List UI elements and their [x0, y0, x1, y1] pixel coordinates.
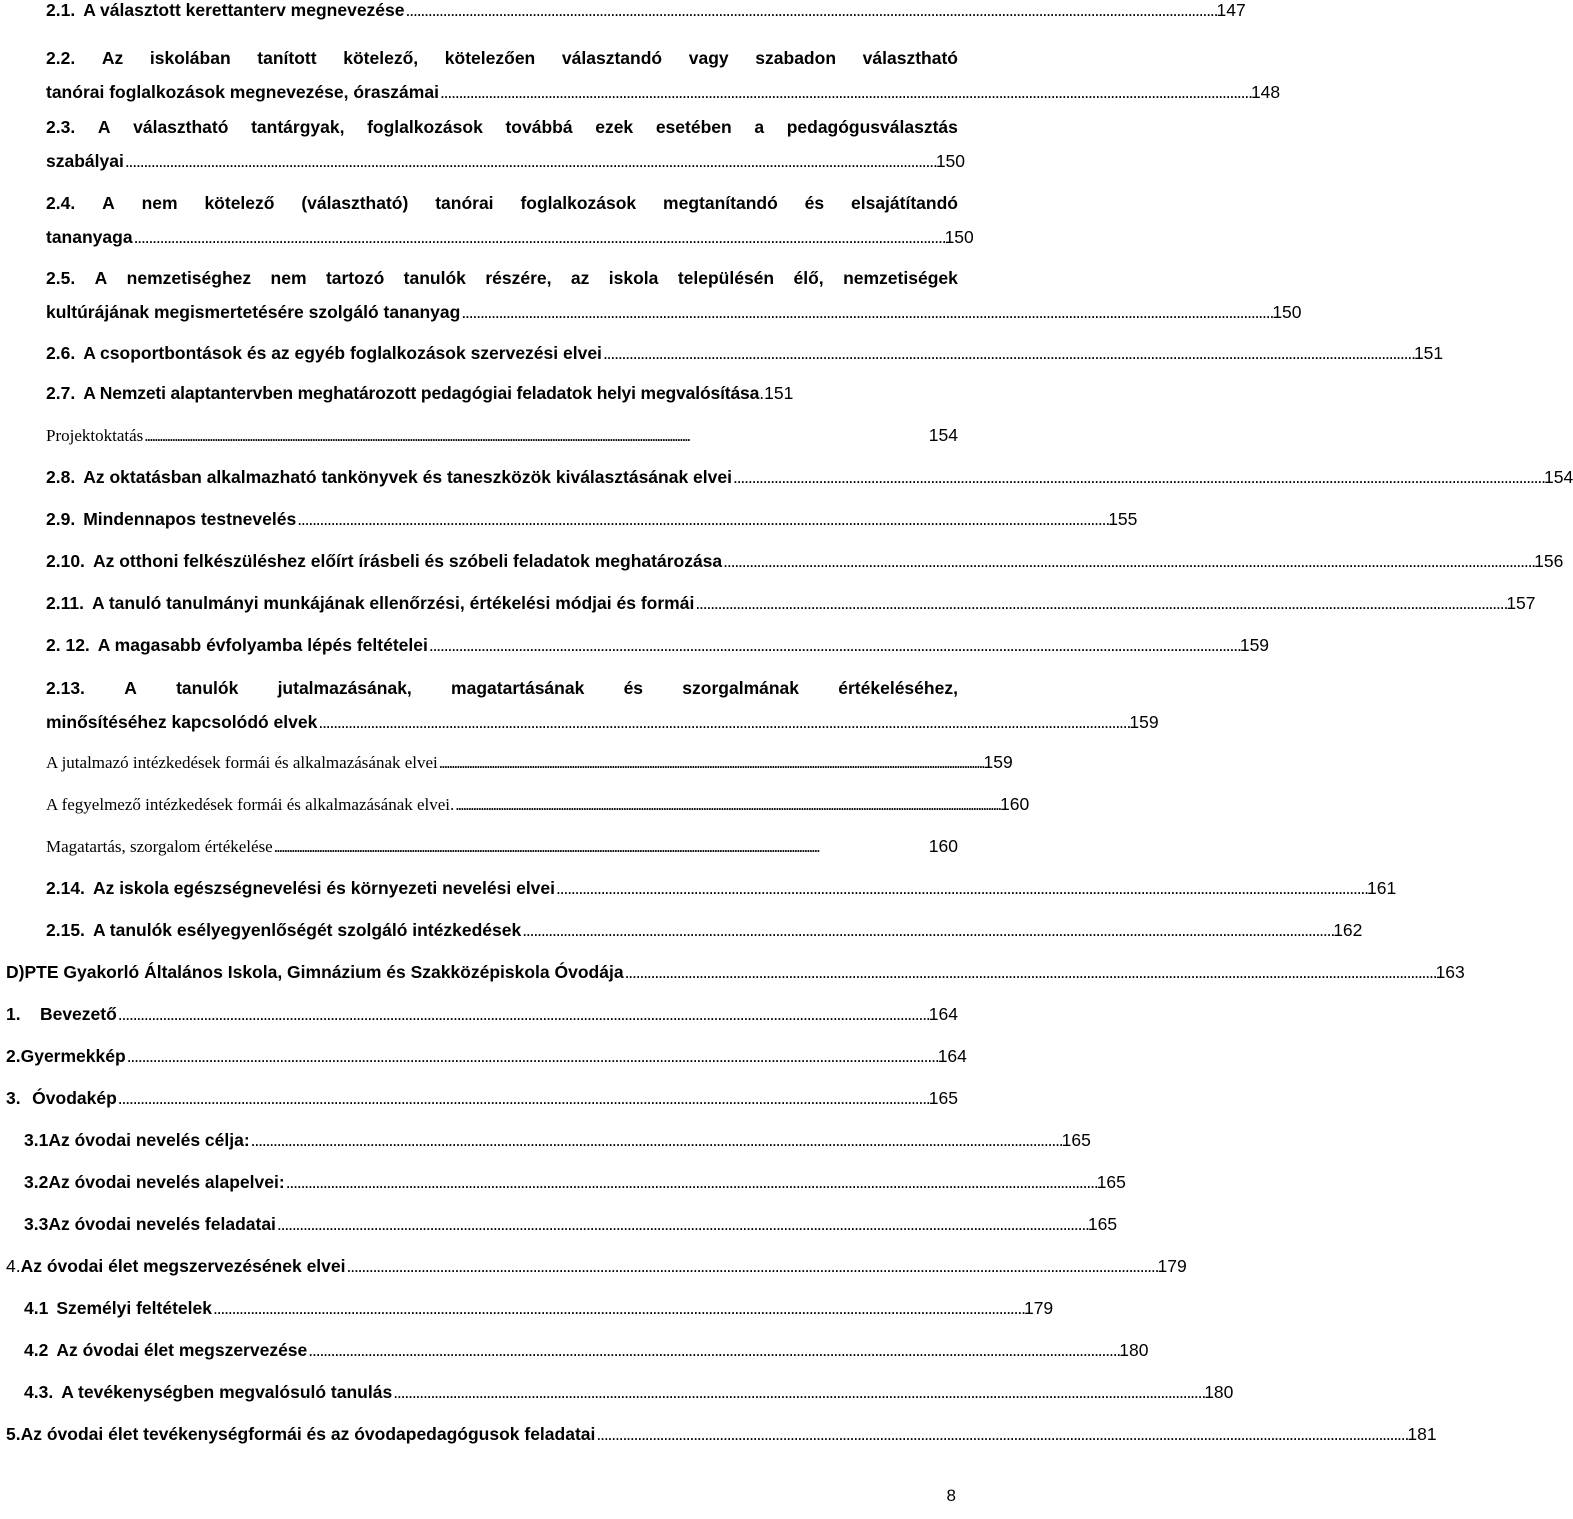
toc-entry-title: Óvodakép: [32, 1088, 117, 1108]
toc-entry[interactable]: [24, 1130, 1091, 1150]
toc-entry-page: 165: [928, 1088, 958, 1108]
toc-dot-leader: .: [759, 383, 765, 403]
toc-entry-word: nemzetiségek: [843, 268, 958, 288]
toc-entry[interactable]: [24, 1172, 1126, 1192]
toc-entry-title: Az óvodai élet megszervezésének elvei: [20, 1256, 346, 1276]
toc-dot-leader: [393, 1382, 1203, 1402]
toc-entry-title: A tanulók esélyegyenlőségét szolgáló intézkedések: [92, 920, 522, 940]
toc-dot-leader: [440, 82, 1250, 102]
toc-entry-page: 148: [1250, 82, 1281, 102]
toc-entry-word: A: [102, 193, 115, 213]
toc-entry-number: 3.3: [24, 1214, 49, 1234]
toc-dot-leader: [625, 962, 1435, 982]
toc-entry-word: és: [623, 678, 644, 698]
toc-entry[interactable]: [46, 878, 1397, 898]
toc-dot-leader: [429, 635, 1239, 655]
toc-entry[interactable]: [46, 593, 1536, 613]
toc-entry-line: [46, 343, 1444, 363]
toc-entry[interactable]: [46, 117, 966, 171]
toc-entry-number: 4.3.: [24, 1382, 54, 1402]
toc-entry[interactable]: [24, 1382, 1234, 1402]
toc-entry-word: tanórai: [435, 193, 494, 213]
toc-entry[interactable]: [46, 635, 1270, 655]
toc-dot-leader: [461, 302, 1271, 322]
toc-entry-title: szabályai: [46, 151, 124, 171]
toc-entry-word: értékeléséhez,: [838, 678, 958, 698]
toc-entry-line: [46, 878, 1397, 898]
toc-dot-leader: [118, 1088, 928, 1108]
toc-entry-number: 5.: [6, 1424, 21, 1444]
toc-entry[interactable]: [6, 1004, 958, 1024]
toc-entry-line: [46, 425, 958, 446]
toc-entry-line: [24, 1214, 1118, 1234]
toc-entry-page: 179: [1157, 1256, 1187, 1276]
toc-entry-word: Az: [101, 48, 124, 68]
toc-entry-word: az: [570, 268, 590, 288]
toc-entry-line: [46, 117, 958, 137]
toc-dot-leader: [406, 0, 1216, 20]
toc-entry-title: Az oktatásban alkalmazható tankönyvek és taneszközök kiválasztásának elvei: [83, 467, 732, 487]
toc-entry-line: [6, 1046, 967, 1066]
toc-entry-page: 154: [1543, 467, 1573, 487]
toc-entry-number: 2.: [6, 1046, 21, 1066]
toc-entry-title: A tevékenységben megvalósuló tanulás: [61, 1382, 393, 1402]
toc-entry[interactable]: [46, 425, 958, 446]
toc-entry-word: szabadon: [755, 48, 837, 68]
toc-entry-title: A Nemzeti alaptantervben meghatározott pedagógiai feladatok helyi megvalósítása: [83, 383, 760, 403]
toc-entry-line: [46, 193, 958, 213]
toc-dot-leader: [144, 426, 928, 446]
toc-entry-word: elsajátítandó: [851, 193, 958, 213]
toc-entry-number: 2.1.: [46, 0, 76, 20]
toc-dot-leader: [308, 1340, 1118, 1360]
toc-entry-word: A: [94, 268, 108, 288]
toc-entry-page: 150: [935, 151, 966, 171]
toc-entry-word: jutalmazásának,: [277, 678, 412, 698]
toc-entry-title: Az iskola egészségnevelési és környezeti nevelési elvei: [92, 878, 556, 898]
toc-entry-word: választandó: [561, 48, 663, 68]
toc-dot-leader: [274, 837, 928, 857]
toc-dot-leader: [125, 151, 935, 171]
toc-entry-line: [6, 962, 1465, 982]
toc-entry-title: A fegyelmező intézkedések formái és alkalmazásának elvei.: [46, 795, 455, 814]
toc-entry-word: (választható): [301, 193, 409, 213]
toc-entry[interactable]: [46, 920, 1363, 940]
toc-entry-number: 4.2: [24, 1340, 49, 1360]
toc-dot-leader: [127, 1046, 937, 1066]
toc-dot-leader: [556, 878, 1366, 898]
toc-dot-leader: [134, 227, 944, 247]
toc-entry-title: Gyermekkép: [20, 1046, 126, 1066]
toc-entry-page: 180: [1119, 1340, 1149, 1360]
toc-entry-line: [46, 593, 1536, 613]
toc-entry-line: [24, 1172, 1126, 1192]
toc-entry-line: [24, 1382, 1234, 1402]
toc-entry[interactable]: [6, 1424, 1437, 1444]
toc-entry-title: Magatartás, szorgalom értékelése: [46, 837, 273, 856]
toc-entry-title: Mindennapos testnevelés: [83, 509, 297, 529]
toc-entry-word: tanulók: [403, 268, 466, 288]
toc-entry-number: 2.5.: [46, 268, 76, 288]
toc-entry-page: 164: [928, 1004, 958, 1024]
toc-entry-number: 2.13.: [46, 678, 85, 698]
toc-entry-number: 2.4.: [46, 193, 76, 213]
toc-entry-word: nem: [141, 193, 178, 213]
toc-dot-leader: [522, 920, 1332, 940]
toc-entry-word: esetében: [655, 117, 732, 137]
toc-entry[interactable]: [46, 383, 958, 403]
toc-entry[interactable]: [46, 794, 1030, 815]
toc-entry-line: [24, 1298, 1054, 1318]
toc-entry-word: továbbá: [505, 117, 573, 137]
toc-entry-page: 157: [1506, 593, 1536, 613]
toc-entry-page: 156: [1534, 551, 1564, 571]
toc-entry-page: 151: [764, 383, 794, 403]
toc-entry-page: 160: [1000, 794, 1030, 814]
toc-entry-word: vagy: [688, 48, 729, 68]
toc-entry-number: 2.14.: [46, 878, 85, 898]
toc-entry[interactable]: [46, 193, 974, 247]
toc-dot-leader: [286, 1172, 1096, 1192]
toc-entry-number: 3.: [6, 1088, 21, 1108]
toc-dot-leader: [723, 551, 1533, 571]
toc-entry-page: 155: [1108, 509, 1138, 529]
toc-entry-word: foglalkozások: [367, 117, 483, 137]
toc-entry-number: 2.11.: [46, 593, 84, 613]
toc-entry-line: [46, 794, 1030, 815]
toc-entry-number: 2.10.: [46, 551, 85, 571]
toc-entry-title: A tanuló tanulmányi munkájának ellenőrzési, értékelési módjai és formái: [91, 593, 695, 613]
toc-entry-word: pedagógusválasztás: [786, 117, 958, 137]
toc-entry-title: Személyi feltételek: [56, 1298, 212, 1318]
toc-entry-word: a: [754, 117, 765, 137]
toc-entry-line: [46, 227, 974, 247]
toc-entry-word: nem: [270, 268, 307, 288]
toc-entry-title: minősítéséhez kapcsolódó elvek: [46, 712, 318, 732]
toc-entry-page: 147: [1216, 0, 1246, 20]
toc-dot-leader: [251, 1130, 1061, 1150]
toc-entry-page: 159: [1129, 712, 1159, 732]
toc-entry[interactable]: [6, 1256, 1187, 1276]
toc-entry-line: [46, 509, 1138, 529]
toc-entry-line: [24, 1130, 1091, 1150]
toc-entry-word: választható: [862, 48, 958, 68]
toc-entry-title: tananyaga: [46, 227, 133, 247]
toc-dot-leader: [439, 753, 983, 773]
toc-entry-word: tanulók: [176, 678, 239, 698]
toc-entry-page: 165: [1087, 1214, 1118, 1234]
toc-entry-line: [46, 151, 966, 171]
toc-entry-word: részére,: [485, 268, 552, 288]
toc-entry-line: [6, 1424, 1437, 1444]
toc-entry-word: iskola: [608, 268, 659, 288]
toc-entry-line: [46, 302, 1302, 322]
toc-entry-number: D): [6, 962, 25, 982]
toc-entry-line: [46, 635, 1270, 655]
toc-entry-title: Az óvodai nevelés alapelvei:: [48, 1172, 285, 1192]
toc-entry-title: Az óvodai élet megszervezése: [56, 1340, 308, 1360]
toc-dot-leader: [733, 467, 1543, 487]
toc-entry-word: tartozó: [325, 268, 385, 288]
toc-entry-title: Az otthoni felkészüléshez előírt írásbeli és szóbeli feladatok meghatározása: [92, 551, 723, 571]
toc-entry-page: 164: [937, 1046, 967, 1066]
toc-entry-line: [46, 467, 1573, 487]
toc-entry-line: [46, 678, 958, 698]
toc-entry[interactable]: [24, 1214, 1118, 1234]
toc-entry[interactable]: [6, 1046, 967, 1066]
toc-entry-title: Az óvodai élet tevékenységformái és az óvodapedagógusok feladatai: [20, 1424, 596, 1444]
toc-entry[interactable]: [46, 268, 1302, 322]
toc-entry-page: 154: [928, 425, 958, 445]
toc-entry[interactable]: [46, 48, 1281, 102]
toc-entry-word: szorgalmának: [682, 678, 800, 698]
toc-entry-page: 165: [1096, 1172, 1126, 1192]
toc-entry-word: kötelező: [204, 193, 275, 213]
toc-dot-leader: [455, 795, 999, 815]
toc-entry[interactable]: [46, 467, 1573, 487]
toc-dot-leader: [118, 1004, 928, 1024]
toc-entry-title: PTE Gyakorló Általános Iskola, Gimnázium és Szakközépiskola Óvodája: [24, 962, 624, 982]
toc-entry-title: Az óvodai nevelés feladatai: [48, 1214, 276, 1234]
toc-entry-word: foglalkozások: [520, 193, 637, 213]
toc-entry-word: A: [124, 678, 137, 698]
toc-entry-title: Projektoktatás: [46, 426, 144, 445]
toc-entry-word: A: [97, 117, 111, 137]
toc-entry-line: [46, 48, 958, 68]
toc-entry-title: A csoportbontások és az egyéb foglalkozások szervezési elvei: [83, 343, 602, 363]
toc-entry-line: [6, 1256, 1187, 1276]
toc-entry-line: [46, 0, 1246, 20]
toc-entry-line: [46, 82, 1281, 102]
toc-entry-line: [46, 383, 958, 403]
toc-dot-leader: [347, 1256, 1157, 1276]
toc-entry-page: 162: [1333, 920, 1363, 940]
toc-entry-word: iskolában: [149, 48, 231, 68]
toc-entry-number: 2.8.: [46, 467, 76, 487]
toc-entry-line: [46, 752, 1013, 773]
toc-entry-title: A magasabb évfolyamba lépés feltételei: [97, 635, 428, 655]
toc-entry[interactable]: [24, 1298, 1054, 1318]
toc-entry-word: tanított: [257, 48, 317, 68]
toc-entry-line: [46, 712, 1159, 732]
toc-dot-leader: [213, 1298, 1023, 1318]
toc-entry-page: 150: [1272, 302, 1302, 322]
toc-entry-number: 2.2.: [46, 48, 76, 68]
toc-entry-title: Az óvodai nevelés célja:: [48, 1130, 250, 1150]
toc-entry[interactable]: [46, 678, 1159, 732]
toc-dot-leader: [695, 593, 1505, 613]
toc-entry-line: [46, 268, 958, 288]
toc-entry-page: 159: [1239, 635, 1270, 655]
toc-entry-title: kultúrájának megismertetésére szolgáló tananyag: [46, 302, 461, 322]
page-number: 8: [946, 1486, 956, 1505]
toc-entry-number: 3.1: [24, 1130, 49, 1150]
toc-entry[interactable]: [46, 0, 1246, 20]
toc-entry-word: kötelező,: [343, 48, 419, 68]
toc-entry-line: [46, 551, 1564, 571]
toc-entry[interactable]: [46, 509, 1138, 529]
toc-entry-word: választható: [133, 117, 229, 137]
toc-dot-leader: [596, 1424, 1406, 1444]
toc-dot-leader: [297, 509, 1107, 529]
toc-entry-page: 179: [1023, 1298, 1054, 1318]
toc-entry-page: 163: [1435, 962, 1465, 982]
toc-entry[interactable]: [46, 551, 1564, 571]
toc-entry-title: tanórai foglalkozások megnevezése, óraszámai: [46, 82, 439, 102]
toc-entry-word: és: [804, 193, 825, 213]
toc-entry-number: 3.2: [24, 1172, 49, 1192]
toc-entry-page: 150: [944, 227, 974, 247]
toc-entry-page: 181: [1407, 1424, 1437, 1444]
toc-entry-word: nemzetiséghez: [126, 268, 252, 288]
toc-entry-word: tantárgyak,: [251, 117, 345, 137]
toc-entry-title: Bevezető: [39, 1004, 117, 1024]
toc-entry-number: 2.7.: [46, 383, 76, 403]
toc-entry-page: 159: [983, 752, 1013, 772]
toc-entry-line: [46, 836, 958, 857]
toc-entry[interactable]: [46, 752, 1013, 773]
toc-entry-number: 2.9.: [46, 509, 76, 529]
toc-entry-title: A választott kerettanterv megnevezése: [83, 0, 405, 20]
toc-entry-page: 180: [1204, 1382, 1234, 1402]
toc-entry-number: 4.: [6, 1256, 21, 1276]
toc-entry-title: A jutalmazó intézkedések formái és alkalmazásának elvei: [46, 753, 438, 772]
toc-entry[interactable]: [46, 836, 958, 857]
toc-entry-word: élő,: [793, 268, 824, 288]
toc-entry-page: 165: [1061, 1130, 1091, 1150]
toc-entry-word: településén: [677, 268, 775, 288]
toc-entry-line: [46, 920, 1363, 940]
toc-entry-line: [24, 1340, 1149, 1360]
toc-entry-number: 2. 12.: [46, 635, 90, 655]
toc-entry-page: 160: [928, 836, 958, 856]
toc-entry-number: 1.: [6, 1004, 21, 1024]
toc-entry[interactable]: [6, 962, 1465, 982]
toc-entry[interactable]: [46, 343, 1444, 363]
toc-entry-word: kötelezően: [444, 48, 536, 68]
toc-entry-line: [6, 1004, 958, 1024]
toc-entry-page: 161: [1367, 878, 1397, 898]
toc-entry-word: ezek: [595, 117, 634, 137]
toc-entry-number: 4.1: [24, 1298, 49, 1318]
toc-entry-page: 151: [1413, 343, 1444, 363]
toc-entry-word: magatartásának: [451, 678, 585, 698]
toc-entry-number: 2.15.: [46, 920, 85, 940]
toc-entry-word: megtanítandó: [663, 193, 778, 213]
toc-dot-leader: [603, 343, 1413, 363]
toc-dot-leader: [318, 712, 1128, 732]
toc-dot-leader: [277, 1214, 1087, 1234]
toc-entry-number: 2.3.: [46, 117, 76, 137]
toc-entry[interactable]: [24, 1340, 1149, 1360]
toc-entry-number: 2.6.: [46, 343, 76, 363]
toc-entry[interactable]: [6, 1088, 958, 1108]
toc-entry-line: [6, 1088, 958, 1108]
